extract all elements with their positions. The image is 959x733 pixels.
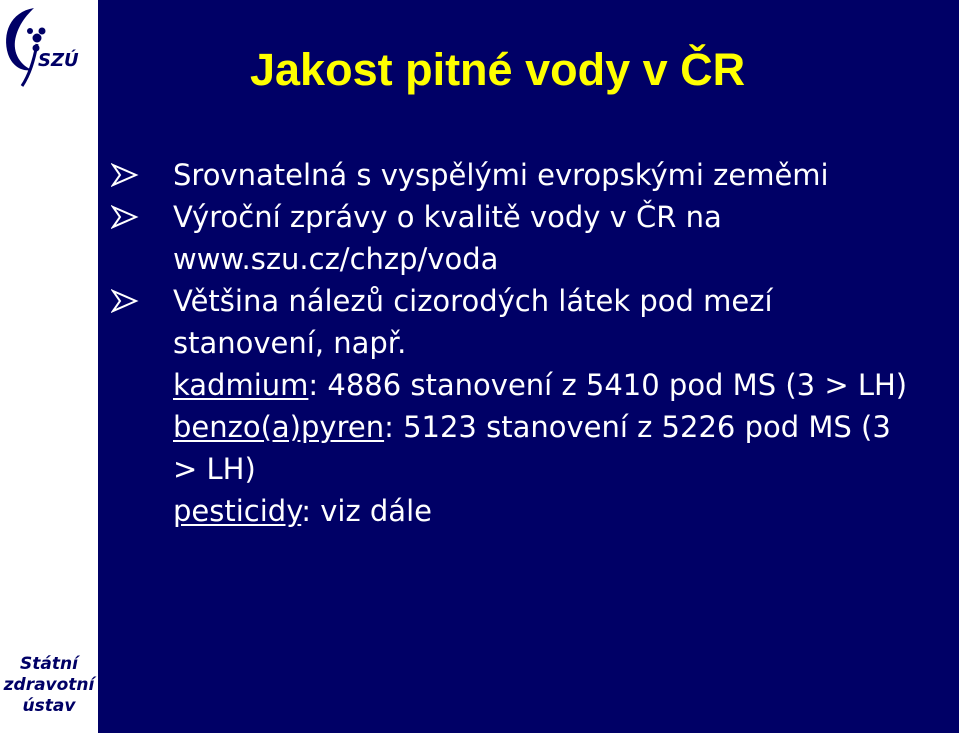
slide-content <box>98 0 959 733</box>
bullet-item <box>173 280 959 364</box>
bullet-text-continued: stanovení, např. <box>173 326 407 360</box>
bullet-item <box>173 154 959 196</box>
organization-name <box>0 654 98 717</box>
organization-line-2: zdravotní <box>3 675 95 695</box>
detail-text: : viz dále <box>301 494 432 528</box>
arrow-bullet-icon <box>111 280 139 322</box>
bullet-item <box>173 196 959 280</box>
arrow-bullet-icon <box>111 154 139 196</box>
detail-item <box>173 406 959 490</box>
bullet-list <box>173 154 959 532</box>
bullet-url: www.szu.cz/chzp/voda <box>173 242 499 276</box>
bullet-text: Srovnatelná s vyspělými evropskými zeměmi <box>173 158 829 192</box>
logo-text: SZÚ <box>38 50 79 71</box>
bullet-text: Výroční zprávy o kvalitě vody v ČR na <box>173 200 722 234</box>
organization-line-3: ústav <box>22 696 76 716</box>
szu-logo-icon <box>0 0 96 92</box>
detail-term: pesticidy <box>173 494 302 528</box>
detail-item <box>173 364 959 406</box>
detail-text-continued: > LH) <box>173 452 256 486</box>
organization-line-1: Státní <box>20 654 78 674</box>
detail-item <box>173 490 959 532</box>
bullet-text: Většina nálezů cizorodých látek pod mezí <box>173 284 773 318</box>
sidebar <box>0 0 98 733</box>
detail-term: kadmium <box>173 368 309 402</box>
detail-term: benzo(a)pyren <box>173 410 385 444</box>
detail-text: : 5123 stanovení z 5226 pod MS (3 <box>384 410 891 444</box>
slide-title: Jakost pitné vody v ČR <box>250 44 746 95</box>
detail-text: : 4886 stanovení z 5410 pod MS (3 > LH) <box>308 368 908 402</box>
arrow-bullet-icon <box>111 196 139 238</box>
